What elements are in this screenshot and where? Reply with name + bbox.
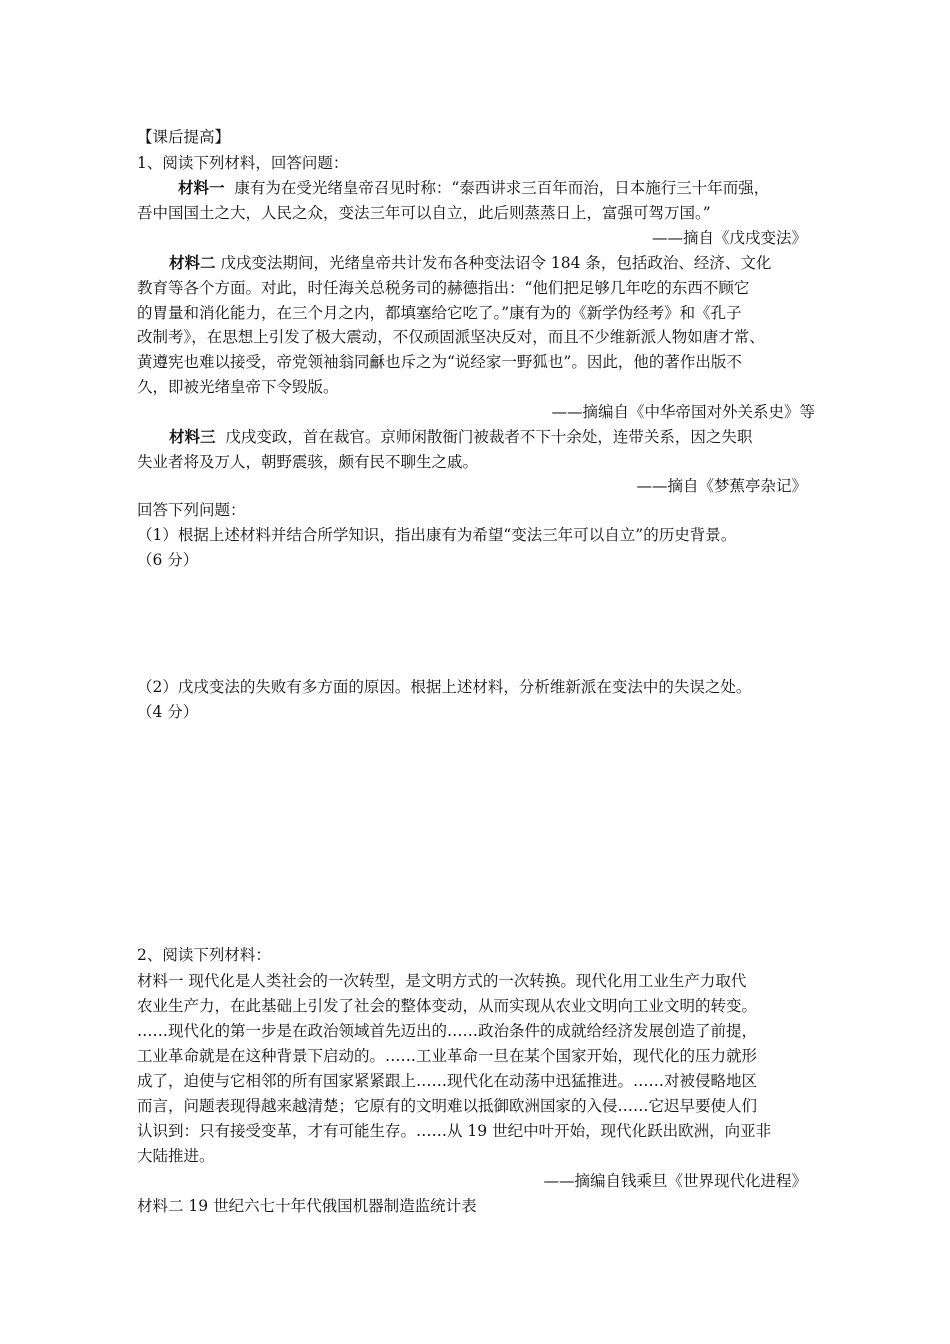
q1-m2-label: 材料二 [169,253,216,272]
q2-header: 2、阅读下列材料： [137,946,271,964]
q1-m1-line-1: 吾中国国土之大，人民之众，变法三年可以自立，此后则蒸蒸日上，富强可驾万国。” [137,204,711,222]
q1-m2-line-4: 黄遵宪也难以接受，帝党领袖翁同龢也斥之为“说经家一野狐也”。因此，他的著作出版不 [137,353,742,371]
q1-m2-source: ——摘编自《中华帝国对外关系史》等 [551,403,815,421]
q1-sub1-line-0: （1）根据上述材料并结合所学知识，指出康有为希望“变法三年可以自立”的历史背景。 [137,526,737,544]
q1-m2-line-2: 的胃量和消化能力，在三个月之内，都填塞给它吃了。”康有为的《新学伪经考》和《孔子 [137,304,742,322]
section-title: 【课后提高】 [137,128,231,146]
q2-m1-line-2: ……现代化的第一步是在政治领域首先迈出的……政治条件的成就给经济发展创造了前提， [137,1022,758,1040]
q1-header: 1、阅读下列材料，回答问题： [137,154,349,172]
q1-m3-source: ——摘自《梦蕉亭杂记》 [636,477,807,495]
q1-m1-text-0: 康有为在受光绪皇帝召见时称：“泰西讲求三百年而治，日本施行三十年而强， [234,179,770,197]
q2-m1-line-5: 而言，问题表现得越来越清楚；它原有的文明难以抵御欧洲国家的入侵……它迟早要使人们 [137,1097,758,1115]
q1-m3-label: 材料三 [169,427,216,446]
q1-m2-line-3: 改制考》，在思想上引发了极大震动，不仅顽固派坚决反对，而且不少维新派人物如唐才常、 [137,328,765,346]
q2-m1-line-7: 大陆推进。 [137,1147,215,1165]
q1-m1-line-0 [178,177,769,199]
q1-m2-line-5: 久，即被光绪皇帝下令毁版。 [137,378,339,396]
q1-m1-label: 材料一 [178,178,225,197]
q2-m1-source: ——摘编自钱乘旦《世界现代化进程》 [543,1172,807,1190]
q2-m1-line-1: 农业生产力，在此基础上引发了社会的整体变动，从而实现从农业文明向工业文明的转变。 [137,997,758,1015]
q1-answer-prompt: 回答下列问题： [137,501,246,519]
q1-m3-line-1: 失业者将及万人，朝野震骇，颇有民不聊生之戚。 [137,453,479,471]
q1-m3-text-0: 戊戌变政，首在裁官。京师闲散衙门被裁者不下十余处，连带关系，因之失职 [225,428,753,446]
q2-m1-line-3: 工业革命就是在这种背景下启动的。……工业革命一旦在某个国家开始，现代化的压力就形 [137,1047,758,1065]
q2-m1-line-6: 认识到：只有接受变革，才有可能生存。……从 19 世纪中叶开始，现代化跃出欧洲，向亚非 [137,1122,772,1140]
q1-m2-line-1: 教育等各个方面。对此，时任海关总税务司的赫德指出：“他们把足够几年吃的东西不顾它 [137,279,750,297]
q1-m2-line-0 [169,252,771,274]
q2-m1-line-4: 成了，迫使与它相邻的所有国家紧紧跟上……现代化在动荡中迅猛推进。……对被侵略地区 [137,1072,758,1090]
q2-m1-line-0: 材料一 现代化是人类社会的一次转型，是文明方式的一次转换。现代化用工业生产力取代 [137,972,747,990]
q1-sub2-line-1: （4 分） [137,703,199,721]
q1-sub1-line-1: （6 分） [137,551,199,569]
q1-m3-line-0 [169,426,752,448]
q1-m1-source: ——摘自《戊戌变法》 [651,229,807,247]
q2-m2-line: 材料二 19 世纪六七十年代俄国机器制造监统计表 [137,1197,477,1215]
q1-m2-text-0: 戊戌变法期间，光绪皇帝共计发布各种变法诏令 184 条，包括政治、经济、文化 [220,254,772,272]
q1-sub2-line-0: （2）戊戌变法的失败有多方面的原因。根据上述材料，分析维新派在变法中的失误之处。 [137,678,752,696]
